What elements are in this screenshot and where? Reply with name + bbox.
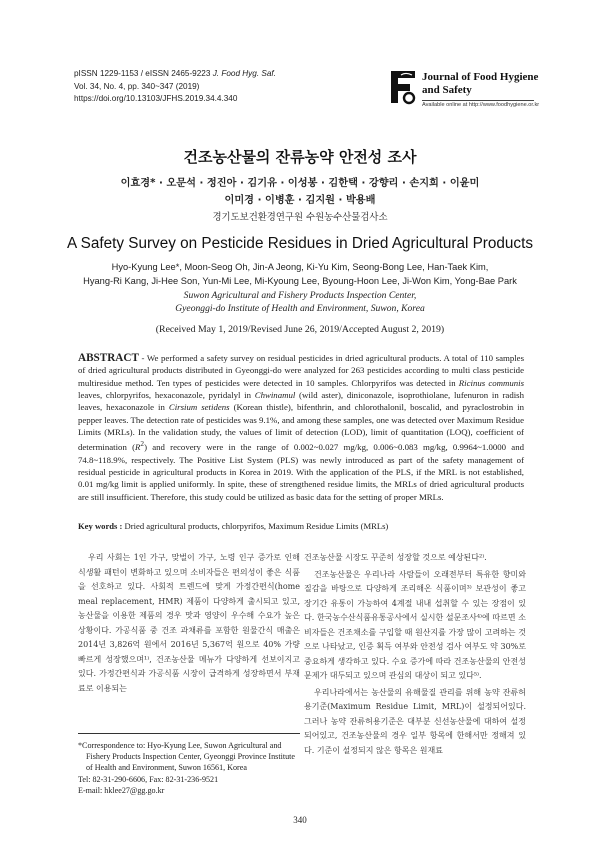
keywords-label: Key words : (78, 521, 123, 531)
keywords-text: Dried agricultural products, chlorpyrifos, Maximum Residue Limits (MRLs) (122, 521, 389, 531)
abstract-species-1: Ricinus communis (458, 377, 524, 388)
authors-korean-line-1: 이효경* · 오문석 · 정진아 · 김기유 · 이성봉 · 김한택 · 강향리 · 손지희 · 이윤미 (120, 178, 480, 189)
abstract-text: ) and recovery were in the range of 0.002~0.027 mg/kg, 0.006~0.083 mg/kg, 0.9964~1.0000 and 74.8~118.9%, respectively. The Positive List System (PLS) was newly introduced as part of the safety management of residual pesticide in agricultural products in Korea in 2019. With the application of the PLS, if the MRL is not established, 0.01 mg/kg limit is applied uniformly. In spite, these of strengthened residue limits, the MRLs of dried agricultural products are still insufficient. Therefore, this study could be utilized as basic data for the setting of proper MRLs. (78, 442, 524, 502)
abstract-text: - We performed a safety survey on residual pesticides in dried agricultural products. A total of 110 samples of dried agricultural products distributed in Gyeonggi-do were analyzed for 263 pesticides according to multi class pesticide multiresidue method. Ten types of pesticides were detected in 10 samples. Chlorpyrifos was detected in (78, 353, 524, 388)
journal-name-line-2: and Safety (422, 84, 472, 96)
journal-online-url[interactable]: Available online at http://www.foodhygiene.or.kr (422, 102, 540, 108)
abstract-superscript: 2 (140, 439, 145, 449)
authors-english-line-2: Hyang-Ri Kang, Ji-Hee Son, Yun-Mi Lee, Mi-Kyoung Lee, Byoung-Hoon Lee, Ji-Won Kim, Yong-Bae Park (83, 276, 517, 286)
body-column-left (78, 551, 300, 698)
abstract-label: ABSTRACT (78, 352, 139, 364)
footnote-email[interactable]: E-mail: hklee27@gg.go.kr (78, 785, 165, 795)
abstract-text: leaves, chlorpyrifos, hexaconazole, pyridalyl in (78, 390, 255, 401)
journal-name-line-1: Journal of Food Hygiene (422, 71, 539, 83)
affiliation-korean: 경기도보건환경연구원 수원농수산물검사소 (212, 212, 388, 223)
authors-english-line-1: Hyo-Kyung Lee*, Moon-Seog Oh, Jin-A Jeong, Ki-Yu Kim, Seong-Bong Lee, Han-Taek Kim, (111, 262, 489, 272)
footnote-line: Tel: 82-31-290-6606, Fax: 82-31-236-9521 (78, 774, 219, 784)
affiliation-english-line-2: Gyeonggi-do Institute of Health and Environment, Suwon, Korea (175, 303, 425, 314)
journal-divider (422, 100, 534, 101)
abstract-r-symbol: R (135, 442, 141, 453)
body-paragraph: 우리 사회는 1인 가구, 맞벌이 가구, 노령 인구 증가로 인해 식생활 패턴이 변화하고 있으며 소비자들은 편의성이 좋은 식품을 선호하고 있다. 사회적 트렌드에 맞게 가정간편식(home meal replacement, HMR) 제품이 다양하게 출시되고 있고, 농산물을 이용한 제품의 경우 맛과 영양이 우수해 수요가 높은 상황이다. 가공식품 중 건조 과채류를 포함한 원물간식 매출은 2014년 3,826억 원에서 2016년 5,367억 원으로 40% 가량 빠르게 성장했으며¹⁾, 건조농산물 메뉴가 다양하게 선보이지고 있다. 가정간편식과 가공식품 시장이 급격하게 성장하면서 부재료로 이용되는 (78, 553, 300, 693)
abstract (78, 352, 524, 503)
issn-line (74, 68, 276, 81)
correspondence-footnote (78, 740, 304, 796)
title-korean: 건조농산물의 잔류농약 안전성 조사 (183, 148, 417, 166)
footnote-divider (78, 733, 300, 734)
abstract-text: (wild aster), diniconazole, isoprothiolane, lufenuron in radish leaves, hexaconazole in (78, 390, 524, 413)
doi-link[interactable]: https://doi.org/10.13103/JFHS.2019.34.4.340 (74, 94, 238, 103)
issn: pISSN 1229-1153 / eISSN 2465-9223 (74, 69, 211, 78)
body-paragraph: 건조농산물 시장도 꾸준히 성장할 것으로 예상된다²⁾. (304, 553, 487, 562)
footnote-line: of Health and Environment, Suwon 16561, Korea (86, 763, 247, 773)
title-english: A Safety Survey on Pesticide Residues in Dried Agricultural Products (67, 235, 533, 252)
journal-logo-icon (388, 67, 418, 107)
journal-abbreviation: J. Food Hyg. Saf. (212, 69, 276, 78)
received-dates: (Received May 1, 2019/Revised June 26, 2019/Accepted August 2, 2019) (155, 324, 445, 335)
body-column-right (304, 551, 526, 760)
abstract-species-3: Cirsium setidens (168, 402, 230, 413)
affiliation-english-line-1: Suwon Agricultural and Fishery Products Inspection Center, (183, 290, 417, 301)
footnote-line: Fishery Products Inspection Center, Gyeonggi Province Institute (86, 752, 295, 762)
keywords (78, 521, 524, 531)
journal-name (422, 71, 538, 97)
page-number: 340 (293, 815, 307, 825)
body-paragraph: 우리나라에서는 농산물의 유해물질 관리를 위해 농약 잔류허용기준(Maximum Residue Limit, MRL)이 설정되어있다. 그러나 농약 잔류허용기준은 대부분 신선농산물에 대하여 설정되어있고, 건조농산물의 경우 일부 항목에 한해서만 정해져 있다. 기준이 설정되지 않은 항목은 원재료 (304, 687, 526, 755)
authors-korean-line-2: 이미경 · 이병훈 · 김지원 · 박용배 (224, 195, 376, 206)
abstract-text: (Korean thistle), bifenthrin, and chlorothalonil, boscalid, and pyraclostrobin in pepper leaves. The detection rate of pesticides was 9.1%, and among these samples, one was detected over Maximum Residue Limits (MRLs). In the validation study, the values of limit of detection (LOD), limit of quantitation (LOQ), coefficient of determination ( (78, 402, 524, 453)
abstract-species-2: Chwinamul (254, 390, 296, 401)
volume-line: Vol. 34, No. 4, pp. 340~347 (2019) (74, 81, 200, 91)
journal-citation-header (74, 68, 276, 106)
body-paragraph: 건조농산물은 우리나라 사람들이 오래전부터 특유한 향미와 질감을 바탕으로 다양하게 조리해온 식품이며³⁾ 보관성이 좋고 장기간 유통이 가능하여 4계절 내내 섭취할 수 있는 장점이 있다. 한국농수산식품유통공사에서 실시한 설문조사⁴⁾에 따르면 소비자들은 건조채소를 구입할 때 원산지를 가장 많이 고려하는 것으로 나타났고, 인증 획득 여부와 안전성 검사 여부도 약 30%로 중요하게 생각하고 있다. 수요 증가에 따라 건조농산물의 안전성 문제가 대두되고 있으며 관심의 대상이 되고 있다⁵⁾. (304, 569, 526, 680)
footnote-line: *Correspondence to: Hyo-Kyung Lee, Suwon Agricultural and (78, 741, 282, 750)
